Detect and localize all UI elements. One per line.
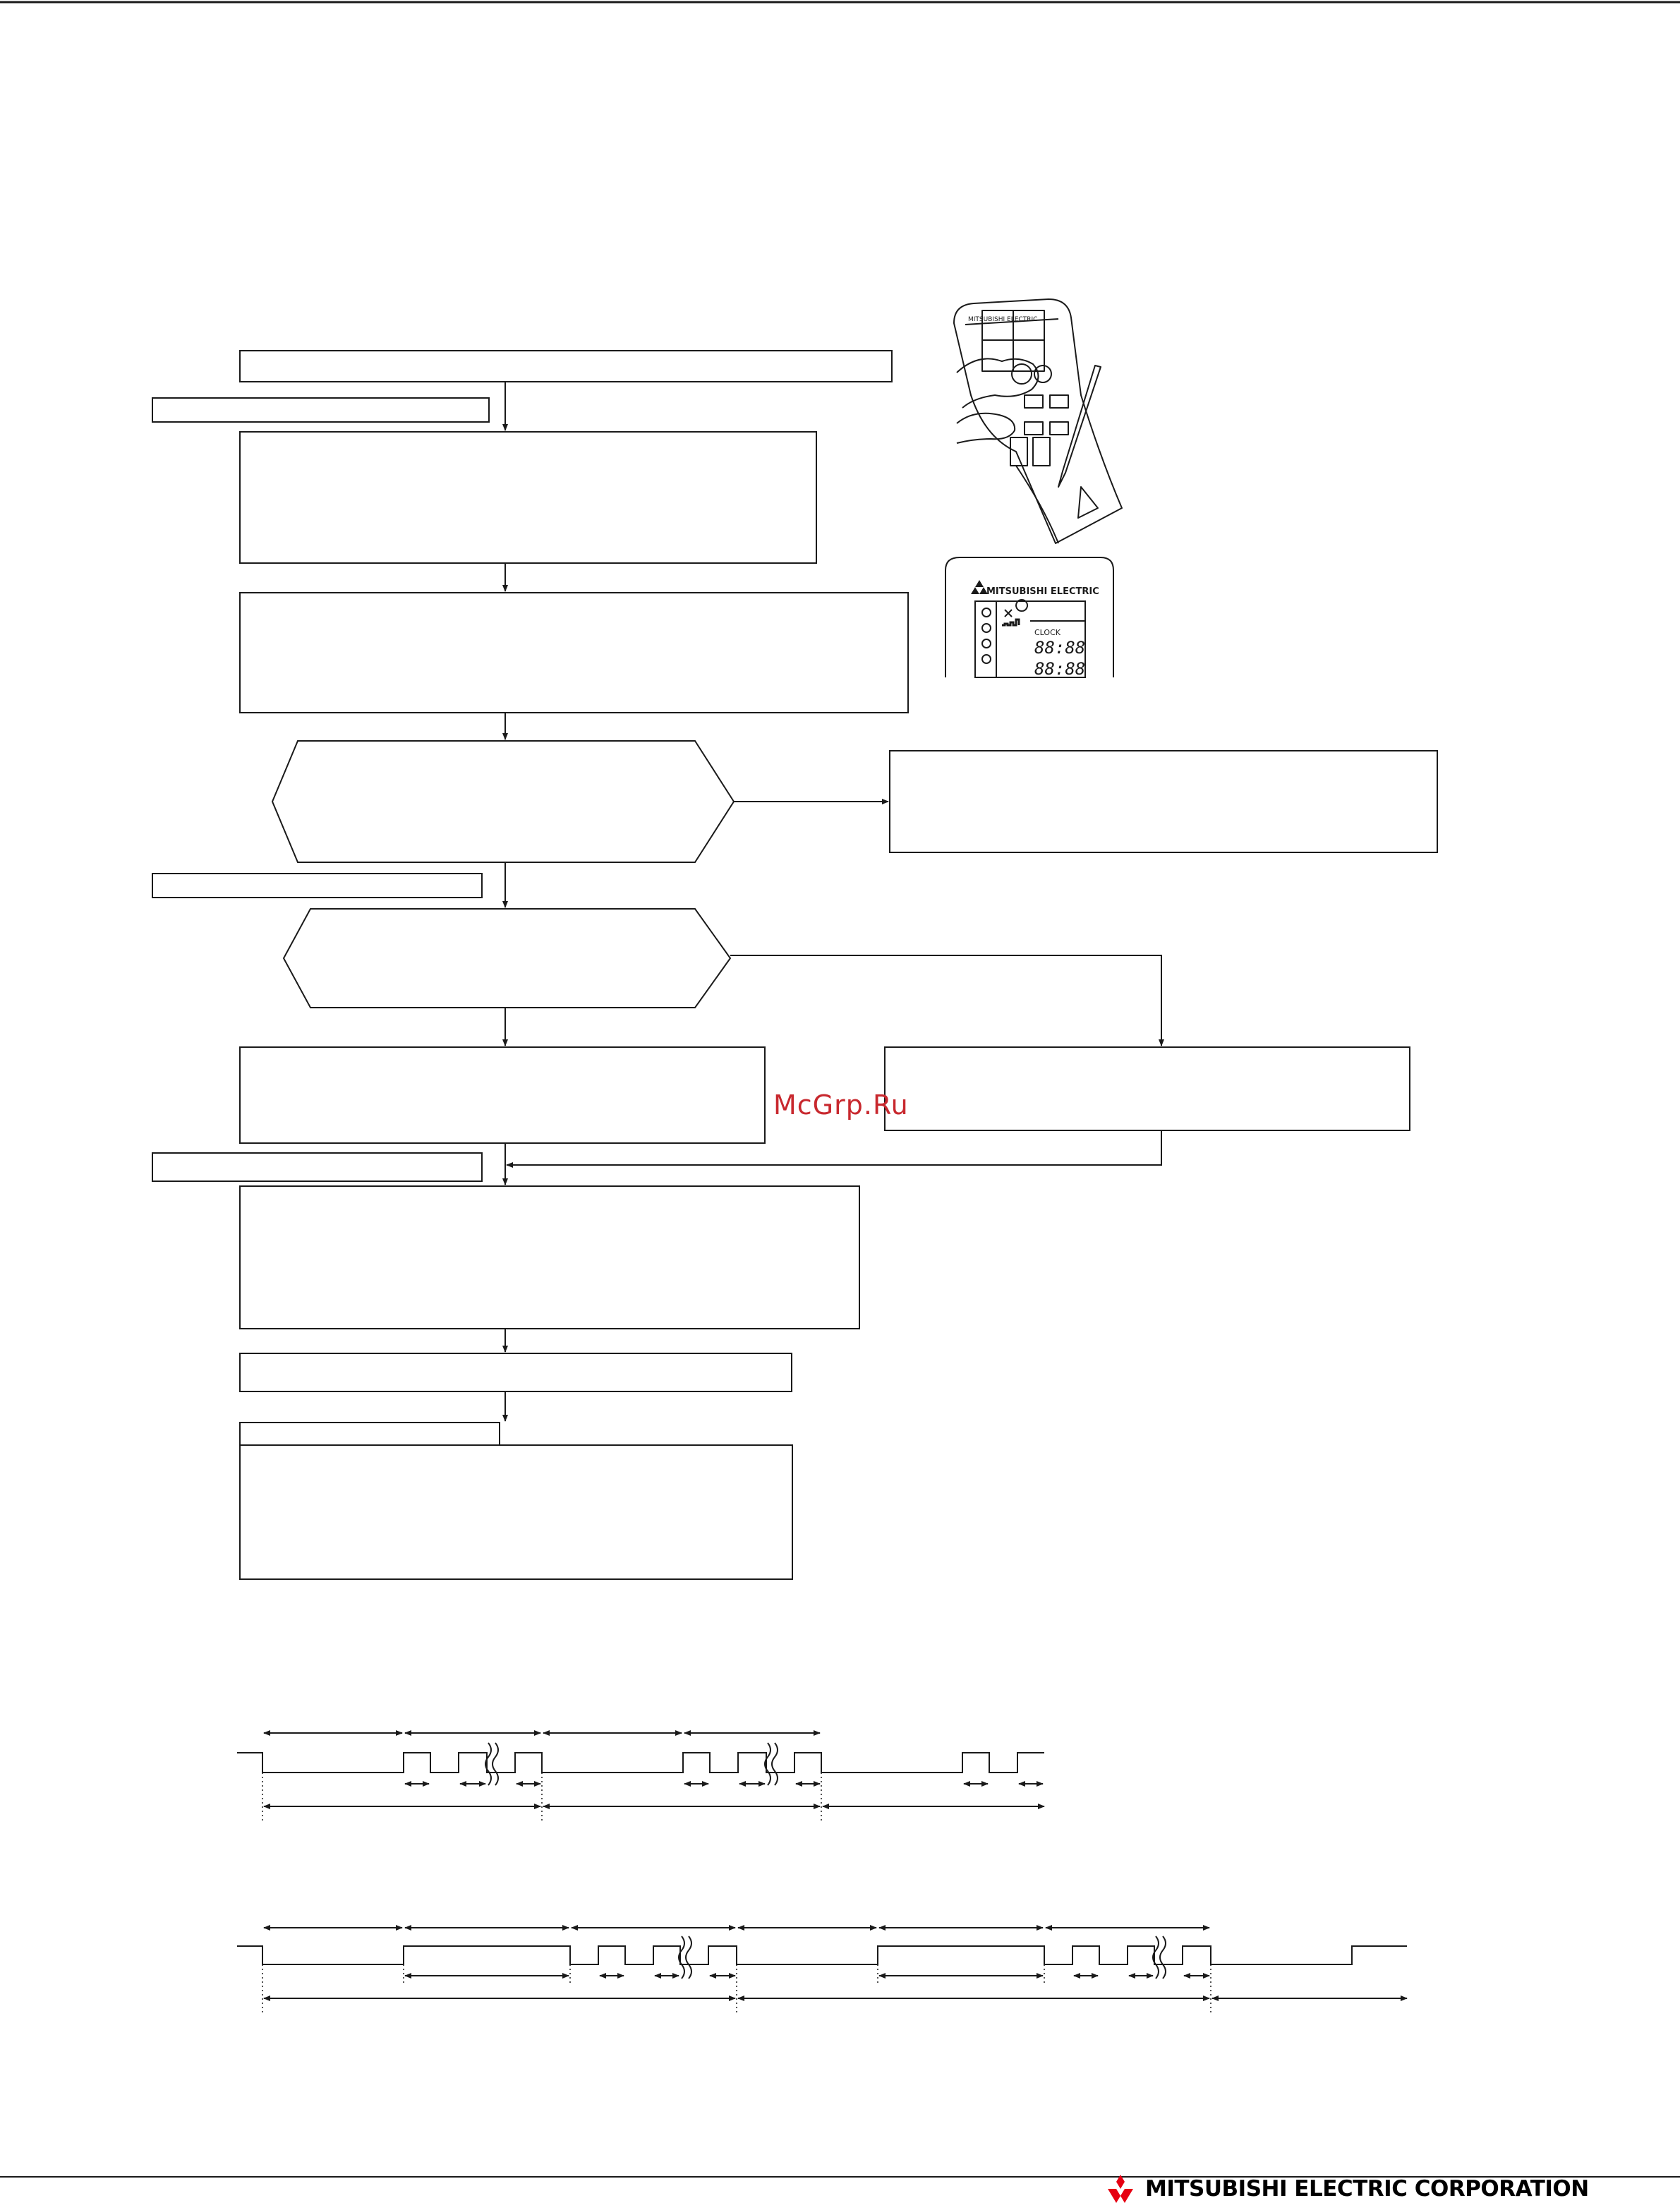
- dotted-guides-2: [262, 1964, 1211, 2012]
- flow-box-6: [885, 1047, 1410, 1130]
- timing-diagram-1: [237, 1733, 1044, 1820]
- flow-box-4: [890, 751, 1437, 852]
- flow-label-4: [240, 1423, 500, 1445]
- company-name: MITSUBISHI ELECTRIC CORPORATION: [1145, 2176, 1589, 2202]
- remote-clock-label: CLOCK: [1034, 628, 1060, 637]
- flow-box-7: [240, 1186, 859, 1329]
- remote-brand-top: MITSUBISHI ELECTRIC: [968, 316, 1038, 323]
- flowchart: [152, 351, 1437, 1579]
- footer-brand: [1101, 2175, 1589, 2203]
- flow-label-1: [152, 398, 489, 422]
- remote-illustration-display: [945, 557, 1113, 679]
- flow-box-9: [240, 1445, 792, 1579]
- timing-waveform-2: [237, 1946, 1407, 1964]
- dotted-guides-1: [262, 1773, 821, 1820]
- flow-box-2: [240, 432, 816, 563]
- flow-box-1: [240, 351, 892, 382]
- timing-diagram-2: [237, 1928, 1407, 2012]
- flow-label-3: [152, 1153, 482, 1181]
- break-mark: [485, 1743, 778, 1785]
- remote-illustration-top: [954, 299, 1122, 543]
- remote-brand-display: MITSUBISHI ELECTRIC: [986, 586, 1099, 597]
- timing-waveform-1: [237, 1753, 1044, 1773]
- remote-digits-1: 88:88: [1034, 638, 1086, 658]
- flow-box-8: [240, 1353, 792, 1391]
- decision-2: [284, 909, 730, 1008]
- mitsubishi-logo-icon: [1101, 2175, 1140, 2203]
- decision-1: [272, 741, 734, 862]
- watermark-text: McGrp.Ru: [773, 1089, 909, 1121]
- flow-box-3: [240, 593, 908, 713]
- flow-box-5: [240, 1047, 765, 1143]
- flow-label-2: [152, 874, 482, 898]
- break-mark: [679, 1936, 1166, 1979]
- remote-digits-2: 88:88: [1034, 659, 1086, 679]
